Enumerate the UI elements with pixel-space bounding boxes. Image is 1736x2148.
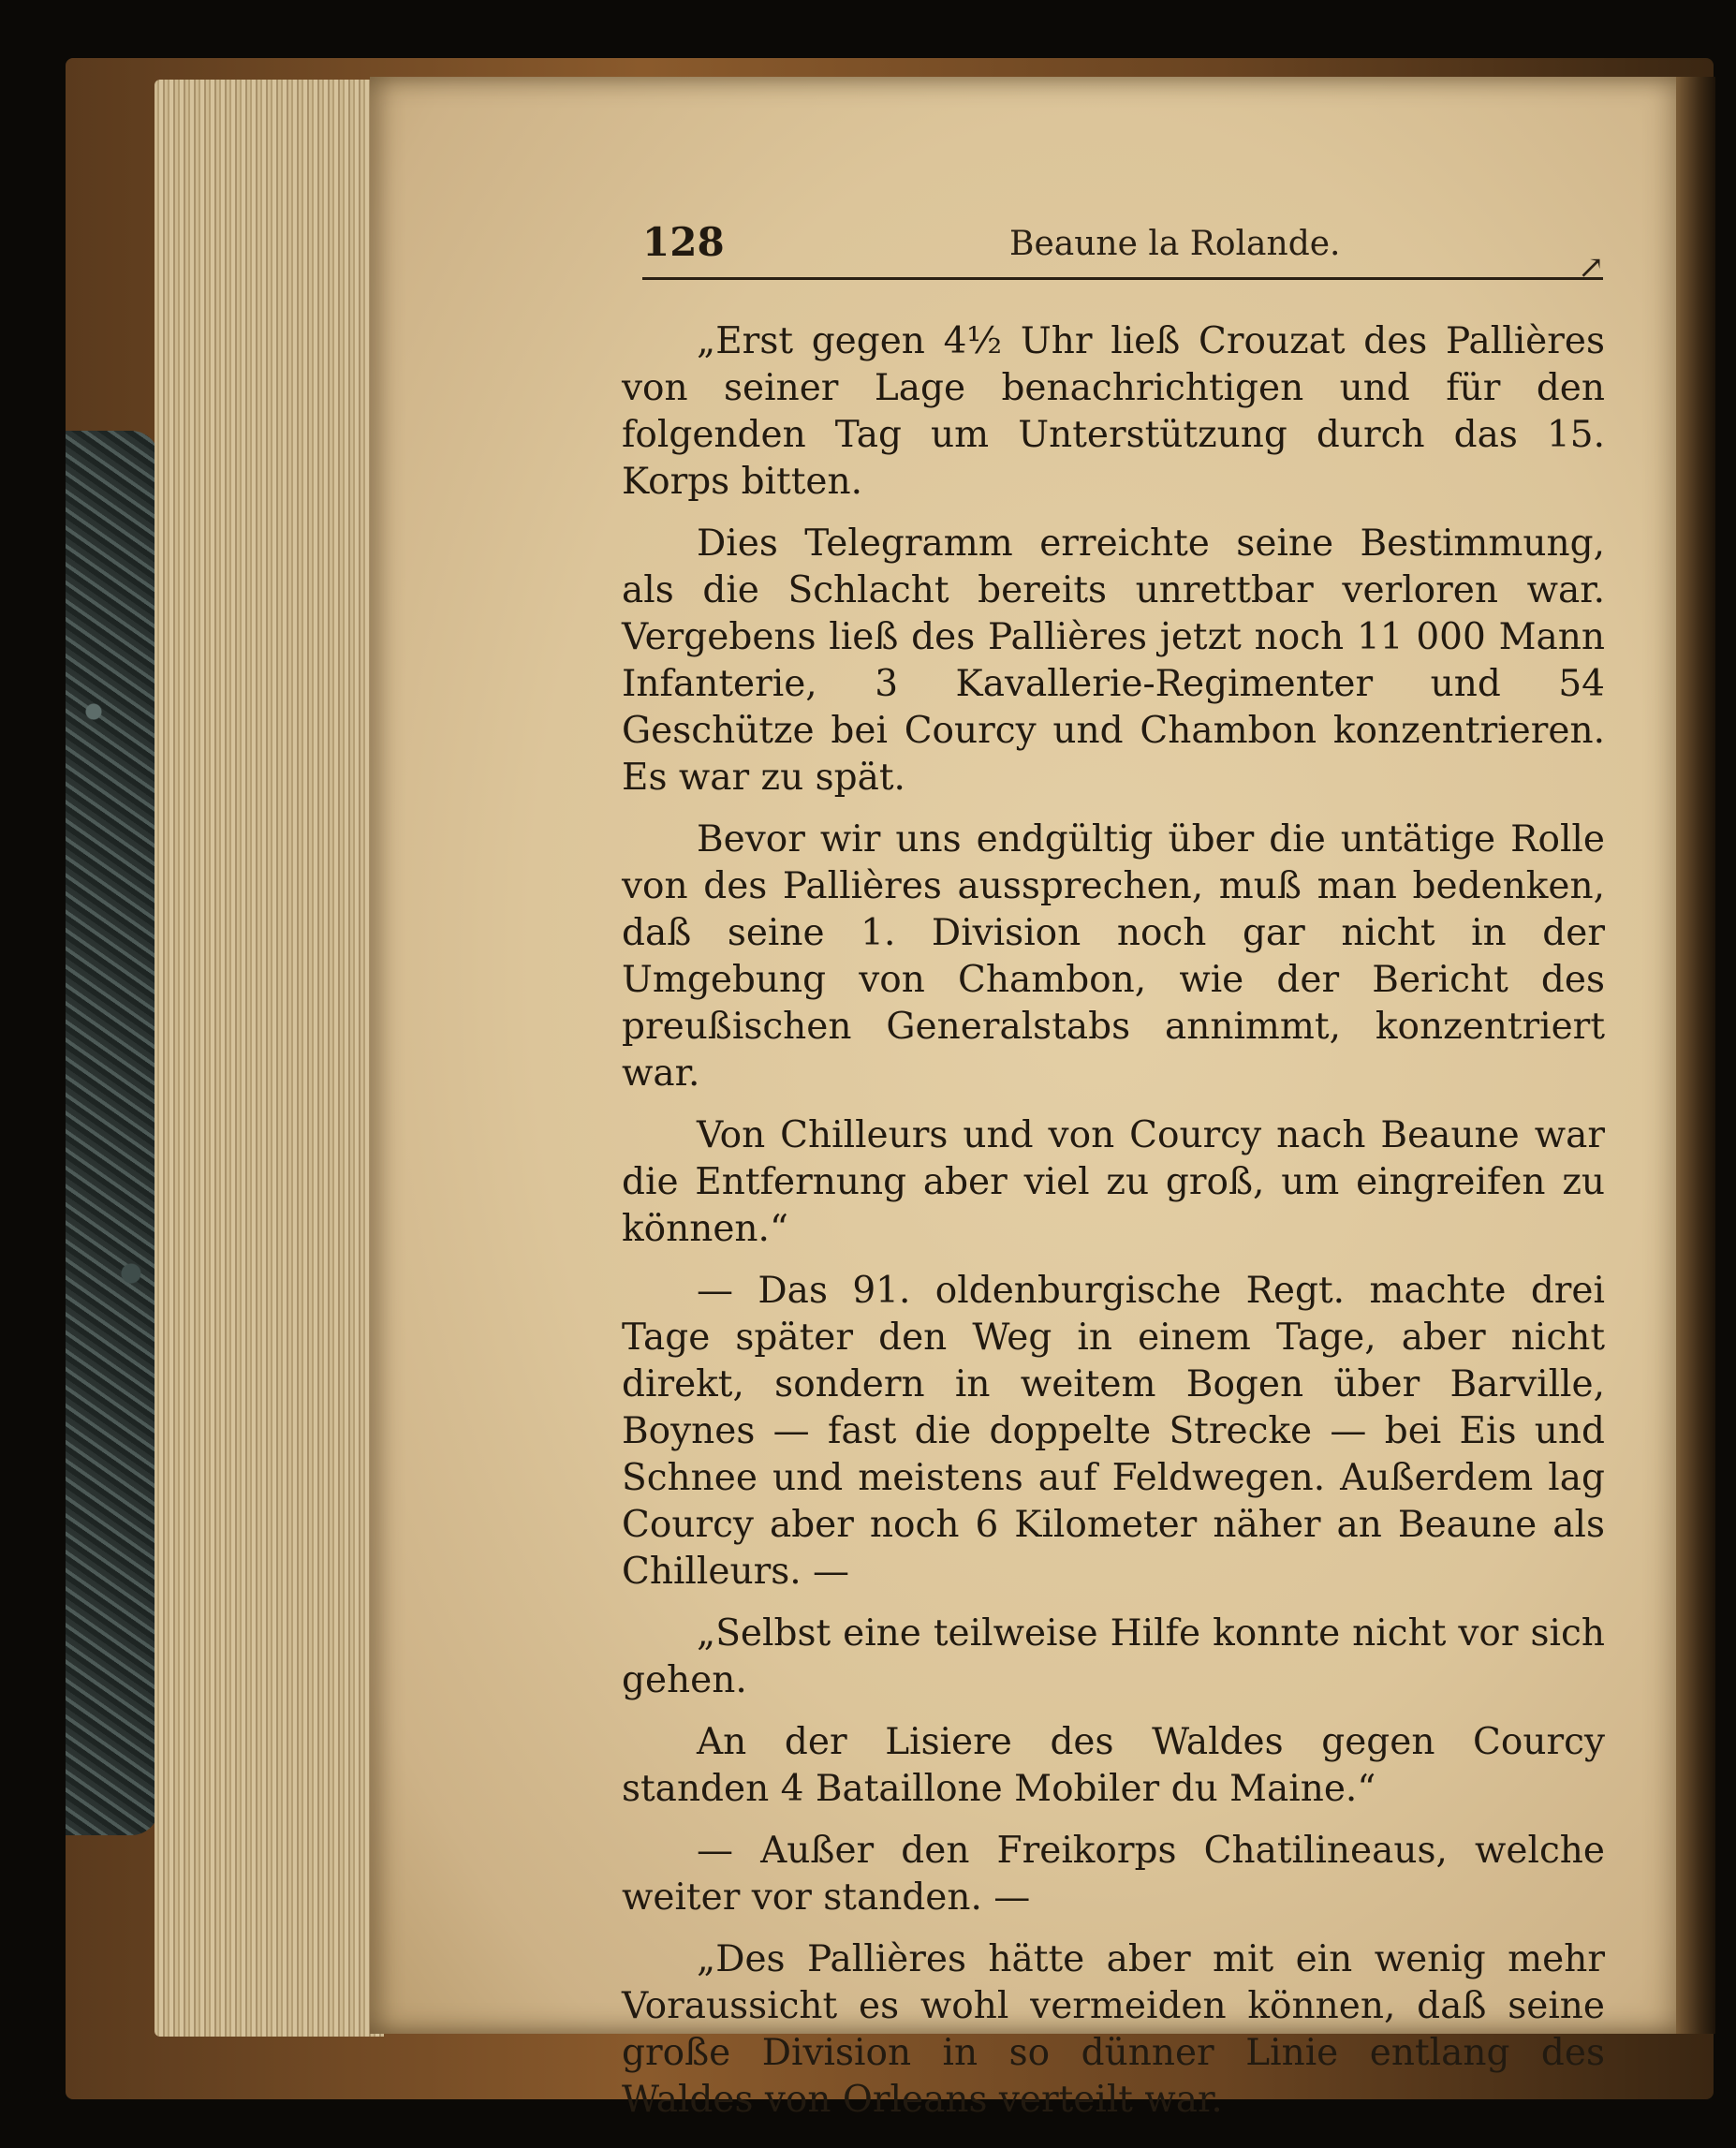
paragraph: Dies Telegramm erreichte seine Bestimmung, als die Schlacht bereits unrettbar verloren war. Vergebens ließ des Pallières jetzt noch 11 000 Mann Infanterie, 3 Kavallerie-Regimenter und 54 Geschütze bei Courcy und Chambon konzentrieren. Es war zu spät. [622,522,1605,799]
body-text [622,318,1605,2139]
paragraph: — Außer den Freikorps Chatilineaus, welche weiter vor standen. — [622,1830,1605,1919]
paragraph: „Selbst eine teilweise Hilfe konnte nicht vor sich gehen. [622,1612,1605,1701]
page-number: 128 [642,219,725,265]
paragraph: „Erst gegen 4½ Uhr ließ Crouzat des Pallières von seiner Lage benachrichtigen und für den folgenden Tag um Unterstützung durch das 15. Korps bitten. [622,320,1605,503]
paragraph: Von Chilleurs und von Courcy nach Beaune war die Entfernung aber viel zu groß, um eingreifen zu können.“ [622,1114,1605,1250]
paragraph: An der Lisiere des Waldes gegen Courcy standen 4 Bataillone Mobiler du Maine.“ [622,1721,1605,1810]
page-edges-stack [154,80,384,2037]
corner-mark: ↗ [1578,249,1605,287]
paragraph: — Das 91. oldenburgische Regt. machte drei Tage später den Weg in einem Tage, aber nicht direkt, sondern in weitem Bogen über Barville, Boynes — fast die doppelte Strecke — bei Eis und Schnee und meistens auf Feldwegen. Außerdem lag Courcy aber noch 6 Kilometer näher an Beaune als Chilleurs. — [622,1270,1605,1593]
header-rule [642,277,1603,280]
paragraph: Bevor wir uns endgültig über die untätige Rolle von des Pallières aussprechen, muß man bedenken, daß seine 1. Division noch gar nicht in der Umgebung von Chambon, wie der Bericht des preußischen Generalstabs annimmt, konzentriert war. [622,818,1605,1095]
paragraph: „Des Pallières hätte aber mit ein wenig mehr Voraussicht es wohl vermeiden können, daß seine große Division in so dünner Linie entlang des Waldes von Orleans verteilt war. [622,1938,1605,2121]
marbled-endpaper [66,431,159,1835]
running-title: Beaune la Rolande. [1009,225,1341,263]
book-gutter [1676,77,1715,2034]
